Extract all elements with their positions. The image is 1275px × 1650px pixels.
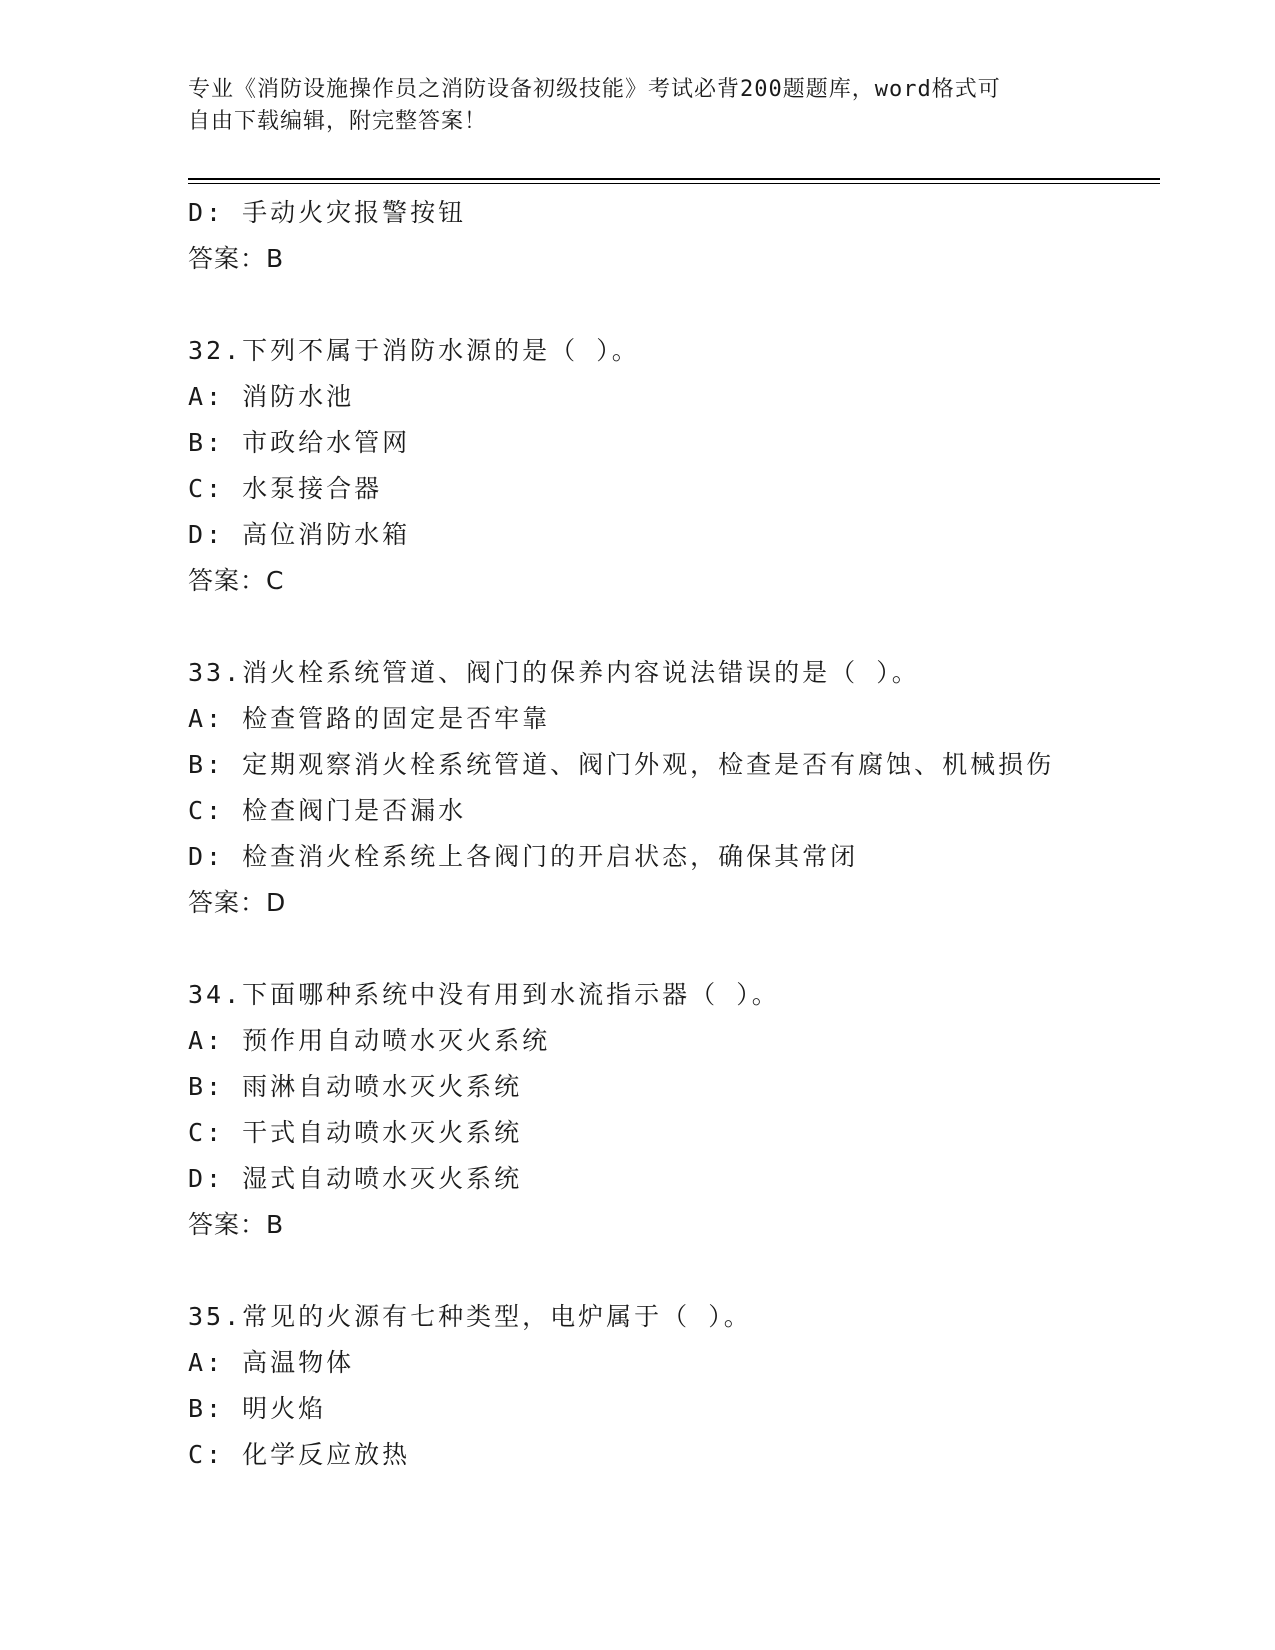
header-line-1: 专业《消防设施操作员之消防设备初级技能》考试必背200题题库，word格式可 <box>188 77 1001 102</box>
option-c: C: 干式自动喷水灭火系统 <box>188 1118 523 1147</box>
question-35 <box>188 1294 1160 1478</box>
option-b: B: 定期观察消火栓系统管道、阀门外观，检查是否有腐蚀、机械损伤 <box>188 750 1055 779</box>
question-stem: 33.消火栓系统管道、阀门的保养内容说法错误的是（ ）。 <box>188 658 920 687</box>
option-c: C: 水泵接合器 <box>188 474 383 503</box>
option-b: B: 雨淋自动喷水灭火系统 <box>188 1072 523 1101</box>
answer: 答案：C <box>188 566 285 595</box>
option-d: D: 高位消防水箱 <box>188 520 411 549</box>
header-divider-thick <box>188 178 1160 180</box>
question-stem: 32.下列不属于消防水源的是（ ）。 <box>188 336 640 365</box>
header-divider-thin <box>188 183 1160 184</box>
spacer <box>188 1248 1160 1294</box>
option-d: D: 检查消火栓系统上各阀门的开启状态，确保其常闭 <box>188 842 859 871</box>
option-a: A: 高温物体 <box>188 1348 355 1377</box>
prev-option-d: D: 手动火灾报警按钮 <box>188 198 467 227</box>
question-34 <box>188 972 1160 1248</box>
spacer <box>188 926 1160 972</box>
answer: 答案：D <box>188 888 287 917</box>
question-stem: 34.下面哪种系统中没有用到水流指示器（ ）。 <box>188 980 780 1009</box>
option-a: A: 消防水池 <box>188 382 355 411</box>
option-b: B: 明火焰 <box>188 1394 327 1423</box>
spacer <box>188 604 1160 650</box>
answer: 答案：B <box>188 1210 285 1239</box>
option-d: D: 湿式自动喷水灭火系统 <box>188 1164 523 1193</box>
question-32 <box>188 328 1160 604</box>
question-stem: 35.常见的火源有七种类型，电炉属于（ ）。 <box>188 1302 752 1331</box>
option-a: A: 预作用自动喷水灭火系统 <box>188 1026 551 1055</box>
prev-answer: 答案：B <box>188 244 285 273</box>
option-c: C: 化学反应放热 <box>188 1440 411 1469</box>
option-a: A: 检查管路的固定是否牢靠 <box>188 704 551 733</box>
option-b: B: 市政给水管网 <box>188 428 411 457</box>
header-line-2: 自由下载编辑，附完整答案！ <box>188 109 488 134</box>
question-content <box>188 190 1160 1478</box>
spacer <box>188 282 1160 328</box>
document-header <box>188 74 1088 138</box>
question-33 <box>188 650 1160 926</box>
option-c: C: 检查阀门是否漏水 <box>188 796 467 825</box>
